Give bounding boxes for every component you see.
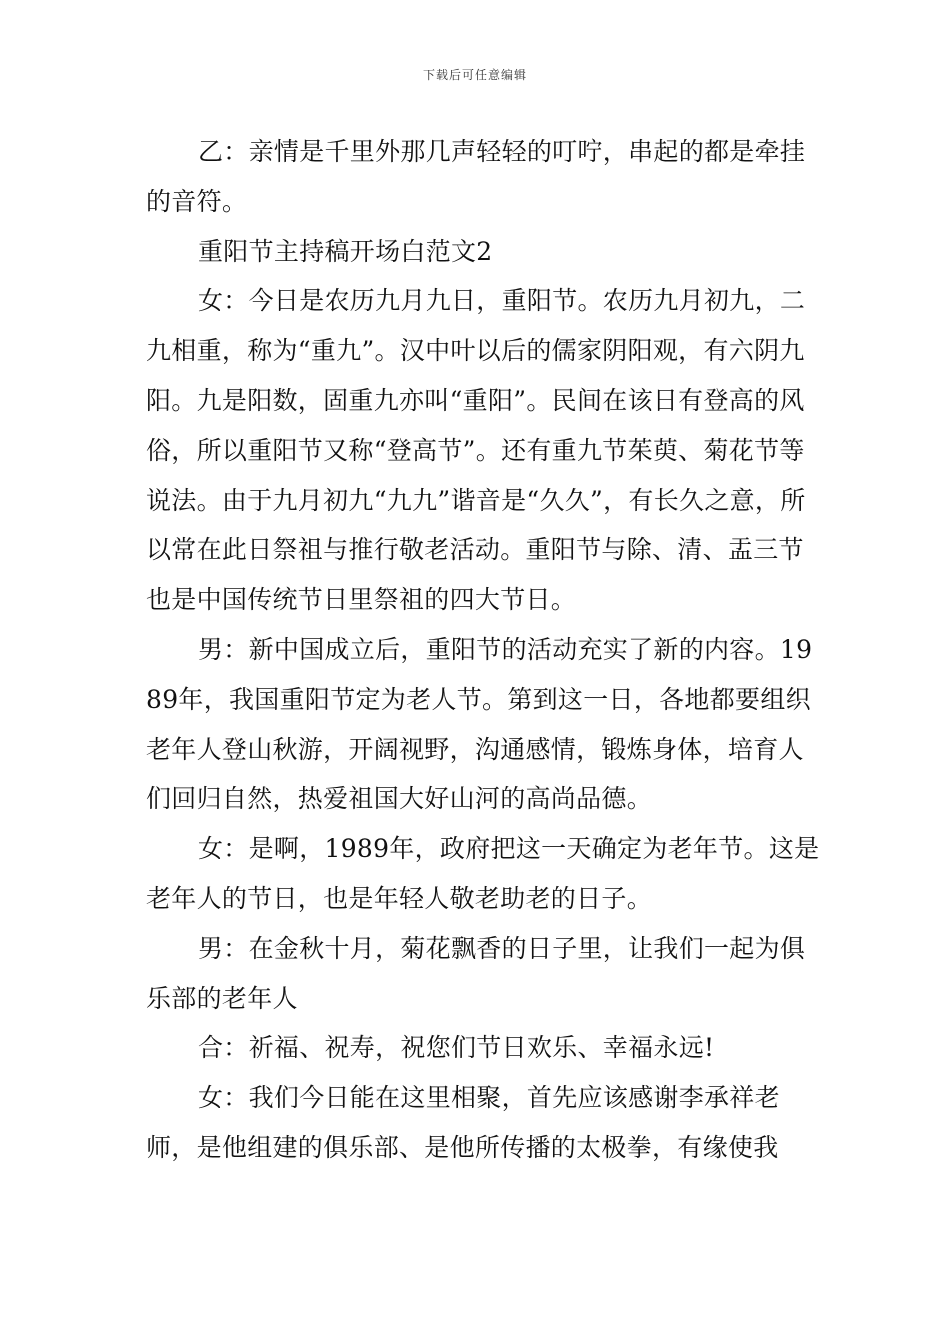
paragraph-together-blessing: 合：祈福、祝寿，祝您们节日欢乐、幸福永远! [198,1033,715,1063]
header-note: 下载后可任意编辑 [422,68,527,82]
section-heading: 重阳节主持稿开场白范文2 [198,236,493,266]
paragraph-male-history: 男：新中国成立后，重阳节的活动充实了新的内容。1989年，我国重阳节定为老人节。第到这一日，各地都要组织老年人登山秋游，开阔视野，沟通感情，锻炼身体，培育人们回归自然，热爱祖国大好山河的高尚品德。 [146,634,813,814]
paragraph-male-autumn: 男：在金秋十月，菊花飘香的日子里，让我们一起为俱乐部的老年人 [146,933,806,1013]
paragraph-female-elder-day: 女：是啊，1989年，政府把这一天确定为老年节。这是老年人的节日，也是年轻人敬老助老的日子。 [146,834,820,913]
paragraph-female-intro: 女：今日是农历九月九日，重阳节。农历九月初九，二九相重，称为“重九”。汉中叶以后的儒家阴阳观，有六阴九阳。九是阳数，固重九亦叫“重阳”。民间在该日有登高的风俗，所以重阳节又称“登高节”。还有重九节茱萸、菊花节等说法。由于九月初九“九九”谐音是“久久”，有长久之意，所以常在此日祭祖与推行敬老活动。重阳节与除、清、盂三节也是中国传统节日里祭祖的四大节日。 [146,286,806,615]
paragraph-female-thanks: 女：我们今日能在这里相聚，首先应该感谢李承祥老师，是他组建的俱乐部、是他所传播的太极拳，有缘使我 [146,1083,780,1162]
paragraph-dialogue-yi: 乙：亲情是千里外那几声轻轻的叮咛，串起的都是牵挂的音符。 [146,137,806,216]
document-body [146,127,822,1173]
